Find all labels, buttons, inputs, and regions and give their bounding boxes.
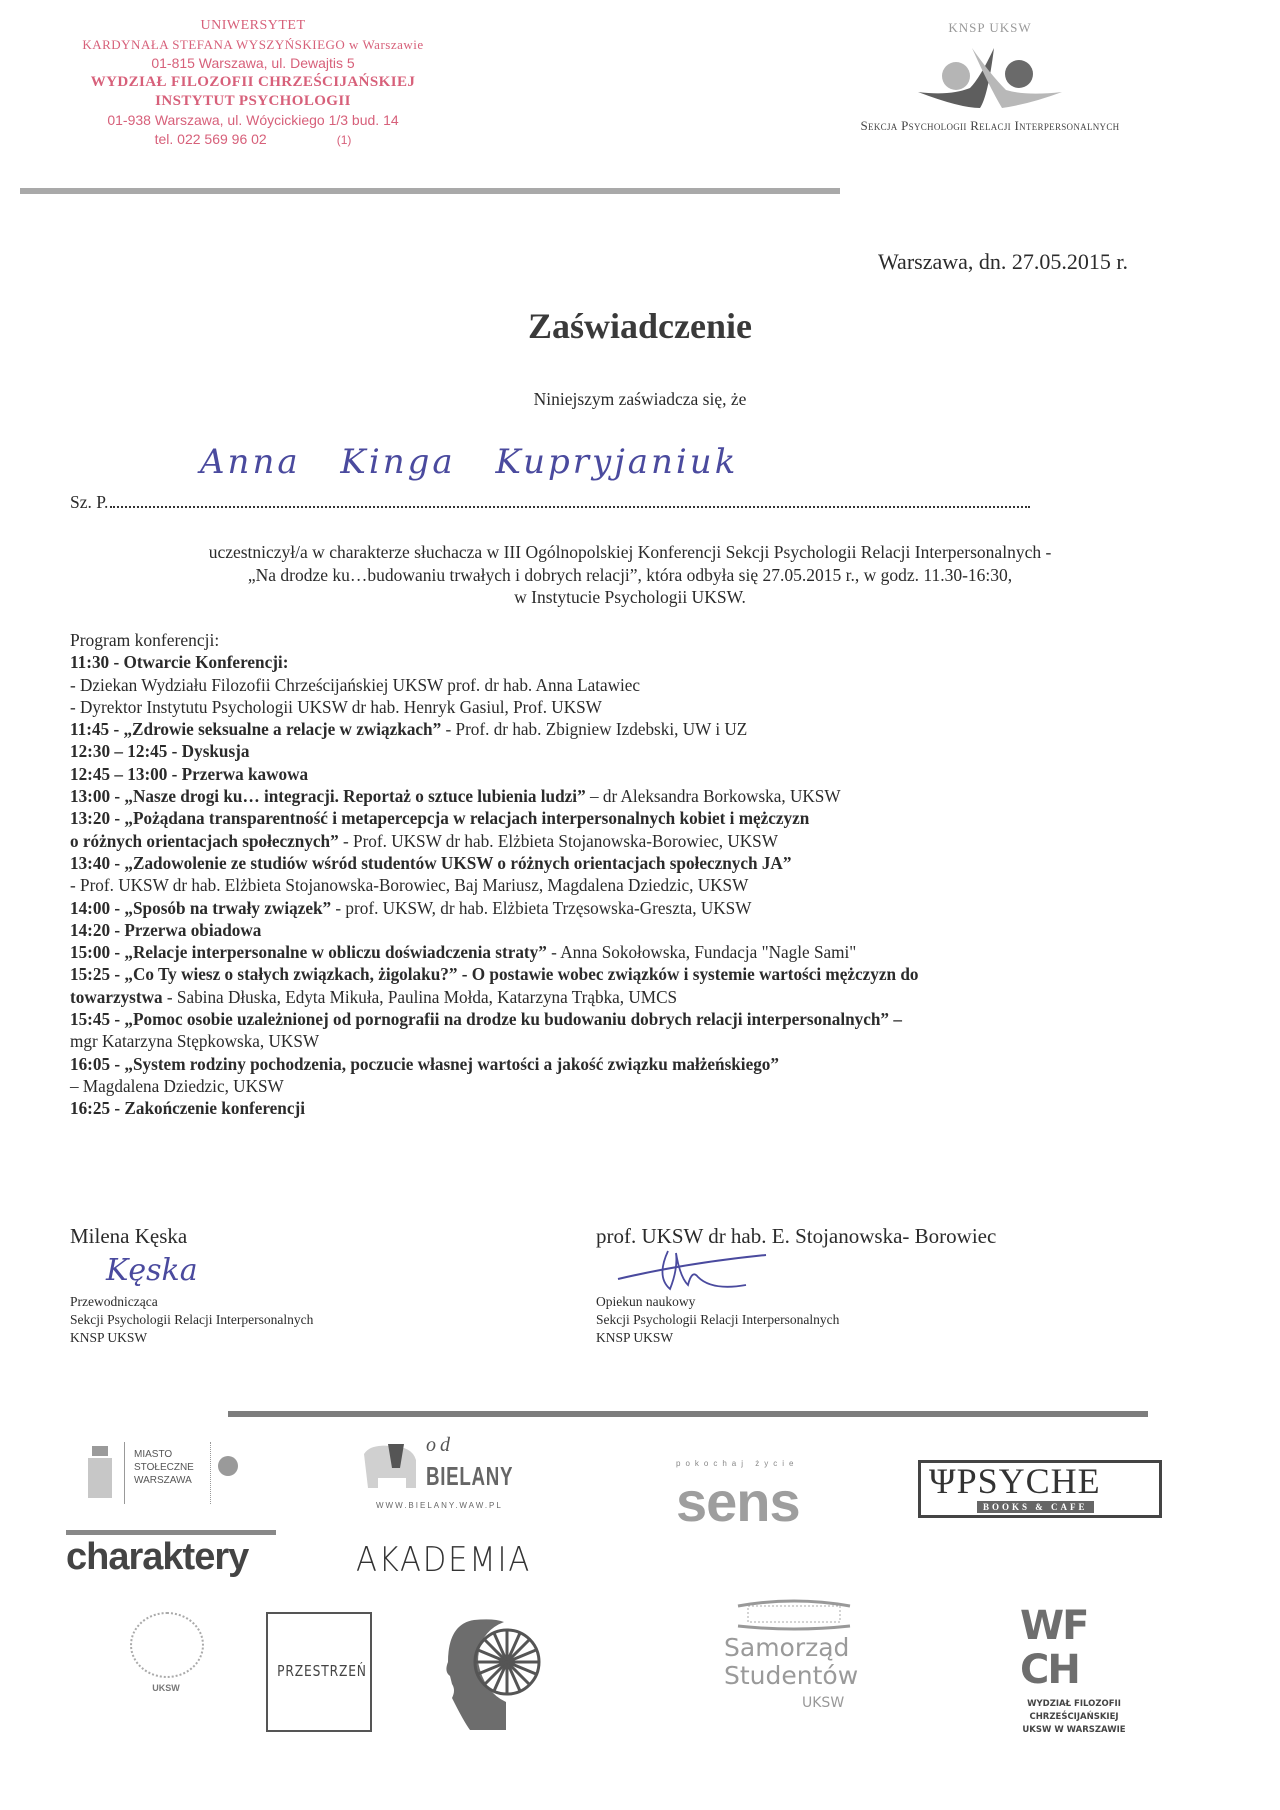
- program-item-title: 15:45 - „Pomoc osobie uzależnionej od pornografii na drodze ku budowaniu dobrych relacji interpersonalnych” –: [70, 1009, 902, 1030]
- program-item-title: o różnych orientacjach społecznych”: [70, 830, 339, 851]
- program-item-speaker: – dr Aleksandra Borkowska, UKSW: [585, 786, 841, 807]
- program-item-speaker: - Dziekan Wydziału Filozofii Chrześcijańskiej UKSW prof. dr hab. Anna Latawiec: [70, 674, 641, 695]
- program-item-title: 12:45 – 13:00 - Przerwa kawowa: [70, 763, 309, 784]
- program-item: [70, 919, 1189, 941]
- logo-psyche: [918, 1460, 1162, 1518]
- recipient-line: [70, 490, 1030, 514]
- logo-text: WARSZAWA: [134, 1475, 192, 1486]
- body-line: w Instytucie Psychologii UKSW.: [514, 587, 746, 607]
- program-item-title: 15:25 - „Co Ty wiesz o stałych związkach, żigolaku?” - O postawie wobec związków i systemie wartości mężczyzn do: [70, 964, 919, 985]
- intro-text: Niniejszym zaświadcza się, że: [533, 389, 747, 409]
- logo-text: CH: [1020, 1647, 1079, 1693]
- program-item-title: 15:00 - „Relacje interpersonalne w obliczu doświadczenia straty”: [70, 942, 547, 963]
- logo-text: WWW.BIELANY.WAW.PL: [376, 1501, 503, 1510]
- signatory-role: Opiekun naukowy: [596, 1294, 696, 1309]
- logo-text: UKSW: [802, 1695, 845, 1711]
- program-item: [70, 852, 1189, 874]
- building-icon: [734, 1596, 854, 1632]
- logo-text: AKADEMIA: [356, 1540, 532, 1580]
- stamp-line: WYDZIAŁ FILOZOFII CHRZEŚCIJAŃSKIEJ: [90, 74, 416, 90]
- logo-text: PSYCHE: [956, 1461, 1101, 1501]
- stamp-line: tel. 022 569 96 02: [154, 131, 267, 147]
- logo-text: Samorząd: [724, 1633, 850, 1662]
- university-stamp: [68, 16, 438, 150]
- program-item-speaker: - prof. UKSW, dr hab. Elżbieta Trzęsowska-Greszta, UKSW: [331, 897, 752, 918]
- logo-text: sens: [676, 1470, 800, 1533]
- logo-text: STOŁECZNE: [134, 1462, 194, 1473]
- program-item-title: 13:20 - „Pożądana transparentność i metapercepcja w relacjach interpersonalnych kobiet i mężczyzn: [70, 808, 810, 829]
- signatory-unit: KNSP UKSW: [596, 1330, 674, 1345]
- logo-text: UKSW W WARSZAWIE: [1022, 1725, 1126, 1735]
- logo-warszawa: [82, 1438, 242, 1510]
- logo-text: UKSW: [152, 1683, 180, 1693]
- program-item: [70, 830, 1189, 852]
- logo-text: CHRZEŚCIJAŃSKIEJ: [1029, 1712, 1119, 1722]
- recipient-label: Sz. P.: [70, 492, 109, 512]
- logo-text: WYDZIAŁ FILOZOFII: [1027, 1699, 1121, 1709]
- program-item: [70, 963, 1189, 985]
- program-item-title: 14:00 - „Sposób na trwały związek”: [70, 897, 332, 918]
- stamp-line: 01-938 Warszawa, ul. Wóycickiego 1/3 bud. 14: [107, 112, 399, 128]
- program-item-speaker: - Prof. UKSW dr hab. Elżbieta Stojanowska-Borowiec, UKSW: [338, 830, 778, 851]
- logo-text: MIASTO: [134, 1449, 173, 1460]
- program-item-title: 14:20 - Przerwa obiadowa: [70, 919, 262, 940]
- program-item-speaker: - Anna Sokołowska, Fundacja "Nagle Sami": [546, 942, 857, 963]
- program-item-title: towarzystwa: [70, 986, 163, 1007]
- logo-text: od: [426, 1434, 454, 1456]
- handwritten-signature: Kęska: [106, 1253, 198, 1288]
- program-item: [70, 986, 1189, 1008]
- people-logo-icon: [910, 38, 1070, 114]
- footer-divider: [228, 1411, 1148, 1417]
- logo-text: BOOKS & CAFE: [977, 1501, 1094, 1513]
- program-item: [70, 674, 1189, 696]
- program-item: [70, 1075, 1189, 1097]
- program-item-speaker: - Prof. dr hab. Zbigniew Izdebski, UW i UZ: [441, 719, 748, 740]
- program-item: [70, 874, 1189, 896]
- logo-wfch: [1014, 1604, 1134, 1744]
- logo-text: BIELANY: [426, 1461, 514, 1491]
- program-item-speaker: – Magdalena Dziedzic, UKSW: [70, 1075, 284, 1096]
- certificate-body: [60, 541, 1200, 609]
- stamp-line: KARDYNAŁA STEFANA WYSZYŃSKIEGO w Warszawie: [82, 37, 424, 52]
- signatory-unit: KNSP UKSW: [70, 1330, 148, 1345]
- program-item-title: 11:45 - „Zdrowie seksualne a relacje w związkach”: [70, 719, 442, 740]
- program-item-title: 13:00 - „Nasze drogi ku… integracji. Reportaż o sztuce lubienia ludzi”: [70, 786, 586, 807]
- program-item-speaker: mgr Katarzyna Stępkowska, UKSW: [70, 1031, 320, 1052]
- program-list: [70, 651, 1210, 1119]
- program-item: [70, 1030, 1189, 1052]
- program-item: [70, 718, 1189, 740]
- signature-scribble-icon: [616, 1249, 816, 1293]
- program-item-title: 13:40 - „Zadowolenie ze studiów wśród studentów UKSW o różnych orientacjach społecznych JA”: [70, 852, 792, 873]
- signatory-role: Przewodnicząca: [70, 1294, 158, 1309]
- document-date: Warszawa, dn. 27.05.2015 r.: [878, 249, 1128, 274]
- signatory-name: Milena Kęska: [70, 1224, 188, 1248]
- program-item: [70, 897, 1189, 919]
- logo-sens: [676, 1458, 856, 1532]
- program-item-title: 11:30 - Otwarcie Konferencji:: [70, 652, 289, 673]
- program-item-title: 12:30 – 12:45 - Dyskusja: [70, 741, 250, 762]
- program-item-title: 16:05 - „System rodziny pochodzenia, poczucie własnej wartości a jakość związku małżeńskiego”: [70, 1053, 780, 1074]
- program-item: [70, 1053, 1189, 1075]
- program-item: [70, 651, 1189, 673]
- signatory-org: Sekcji Psychologii Relacji Interpersonalnych: [70, 1312, 314, 1327]
- body-line: „Na drodze ku…budowaniu trwałych i dobrych relacji”, która odbyła się 27.05.2015 r., w godz. 11.30-16:30,: [247, 564, 1013, 585]
- program: [70, 629, 1210, 1120]
- program-item-title: 16:25 - Zakończenie konferencji: [70, 1098, 306, 1119]
- program-item: [70, 941, 1189, 963]
- logo-kolo-seal: [126, 1606, 206, 1702]
- program-item-speaker: - Dyrektor Instytutu Psychologii UKSW dr hab. Henryk Gasiul, Prof. UKSW: [70, 696, 602, 717]
- program-item: [70, 696, 1189, 718]
- document-title: Zaświadczenie: [528, 306, 752, 346]
- stamp-line: UNIWERSYTET: [200, 18, 306, 33]
- program-item-speaker: - Prof. UKSW dr hab. Elżbieta Stojanowska-Borowiec, Baj Mariusz, Magdalena Dziedzic, UKSW: [70, 875, 749, 896]
- logo-text: PRZESTRZEŃ: [277, 1662, 367, 1680]
- logo-text: WF: [1020, 1603, 1088, 1649]
- signatory-name: prof. UKSW dr hab. E. Stojanowska- Borowiec: [596, 1224, 997, 1248]
- head-wheel-icon: [444, 1612, 544, 1732]
- recipient-name-handwritten: Anna Kinga Kupryjaniuk: [200, 442, 739, 482]
- dotted-fill-line: [110, 505, 1030, 508]
- section-name: Sekcja Psychologii Relacji Interpersonalnych: [860, 118, 1120, 133]
- section-logo: [850, 20, 1130, 134]
- signatory-org: Sekcji Psychologii Relacji Interpersonalnych: [596, 1312, 840, 1327]
- logo-charaktery: [66, 1530, 276, 1600]
- logo-text: Studentów: [724, 1661, 859, 1690]
- logo-przestrzen: [266, 1612, 372, 1732]
- logo-text: pokochaj życie: [676, 1459, 799, 1468]
- program-item: [70, 763, 1189, 785]
- program-item-speaker: - Sabina Dłuska, Edyta Mikuła, Paulina Mołda, Katarzyna Trąbka, UMCS: [162, 986, 678, 1007]
- program-item: [70, 807, 1189, 829]
- logo-text: charaktery: [66, 1536, 249, 1578]
- program-item: [70, 785, 1189, 807]
- header-divider: [20, 188, 840, 194]
- stamp-line: 01-815 Warszawa, ul. Dewajtis 5: [151, 55, 355, 71]
- elephant-icon: [360, 1442, 420, 1492]
- psi-icon: Ψ: [929, 1461, 957, 1501]
- logo-akademia: [356, 1540, 576, 1594]
- signature-block-right: [596, 1223, 996, 1347]
- logo-kolo-naukowe: [444, 1612, 544, 1732]
- stamp-line: INSTYTUT PSYCHOLOGII: [155, 93, 351, 109]
- section-acronym: KNSP UKSW: [948, 20, 1032, 35]
- stamp-last-line: [68, 130, 438, 150]
- program-item: [70, 740, 1189, 762]
- program-item: [70, 1097, 1189, 1119]
- stamp-number: (1): [336, 133, 352, 147]
- logo-od-nowa-bielany: [360, 1434, 520, 1526]
- logo-samorzad-studentow: [716, 1596, 886, 1736]
- program-heading: Program konferencji:: [70, 630, 220, 650]
- warsaw-coat-of-arms-icon: [86, 1444, 116, 1504]
- signature-block-left: [70, 1223, 313, 1347]
- body-line: uczestniczył/a w charakterze słuchacza w III Ogólnopolskiej Konferencji Sekcji Psychologii Relacji Interpersonalnych -: [208, 542, 1052, 562]
- program-item: [70, 1008, 1189, 1030]
